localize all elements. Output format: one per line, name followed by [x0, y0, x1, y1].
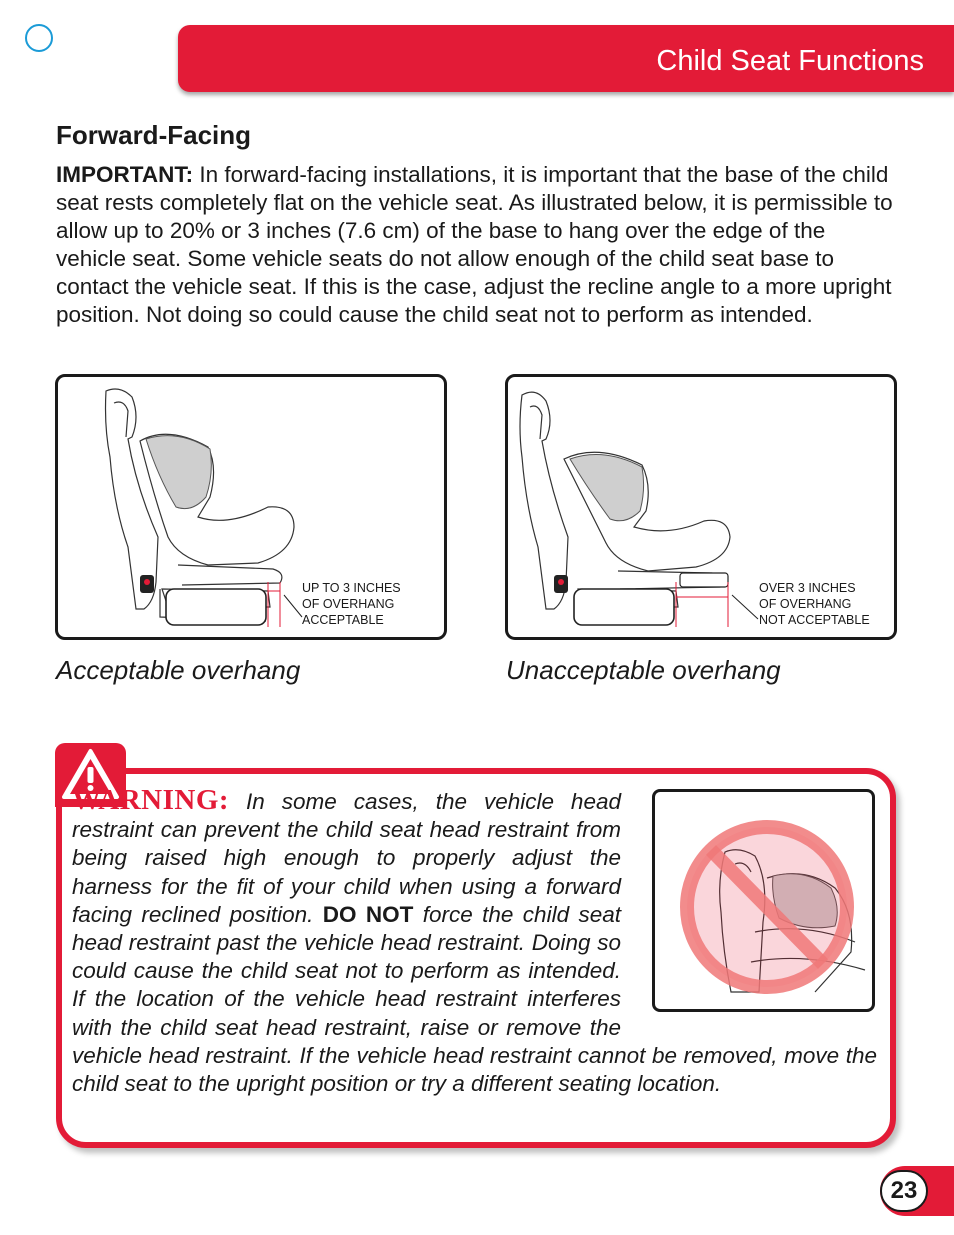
overhang-note: [302, 580, 401, 628]
overhang-note-line: UP TO 3 INCHES: [302, 581, 401, 595]
overhang-note-line: ACCEPTABLE: [302, 613, 384, 627]
overhang-note-line: NOT ACCEPTABLE: [759, 613, 870, 627]
warning-figure: [652, 789, 875, 1012]
overhang-note-line: OVER 3 INCHES: [759, 581, 856, 595]
page-number: 23: [880, 1170, 928, 1212]
caption-acceptable: Acceptable overhang: [56, 655, 301, 685]
warning-text-part-2: force the child seat head restraint past the vehicle head restraint. Doing so could cause the child seat not to perform as intended. If the location of the vehicle head restraint interferes with the child seat head restraint, raise or remove the vehicle head restraint. If the vehicle head restraint cannot be removed, move the child seat to the upright position or try a different seating location.: [72, 901, 877, 1097]
warning-text-part-1: In some cases, the vehicle head restraint can prevent the child seat head restraint from being raised high enough to properly adjust the harness for the fit of your child when using a forward facing reclined position.: [72, 789, 621, 927]
warning-label: WARNING:: [72, 784, 230, 816]
overhang-note-line: OF OVERHANG: [759, 597, 852, 611]
overhang-note-line: OF OVERHANG: [302, 597, 395, 611]
important-text: In forward-facing installations, it is important that the base of the child seat rests completely flat on the vehicle seat. As illustrated below, it is permissible to allow up to 20% or 3 inches (7.6 cm) of the base to hang over the edge of the vehicle seat. Some vehicle seats do not allow enough of the child seat base to contact the vehicle seat. If this is the case, adjust the recline angle to a more upright position. Not doing so could cause the child seat not to perform as intended.: [56, 162, 893, 327]
section-title: Forward-Facing: [56, 120, 252, 150]
intro-paragraph: [56, 161, 898, 329]
head-restraint-illustration: [655, 792, 875, 1012]
overhang-note: [759, 580, 870, 628]
caption-unacceptable: Unacceptable overhang: [506, 655, 781, 685]
corner-circle-mark: [25, 24, 53, 52]
warning-do-not: DO NOT: [322, 901, 414, 927]
page-header-title: Child Seat Functions: [656, 45, 924, 77]
important-label: IMPORTANT:: [56, 162, 194, 187]
header-bar: [178, 25, 954, 92]
figure-unacceptable-overhang: [505, 374, 897, 640]
figure-acceptable-overhang: [55, 374, 447, 640]
